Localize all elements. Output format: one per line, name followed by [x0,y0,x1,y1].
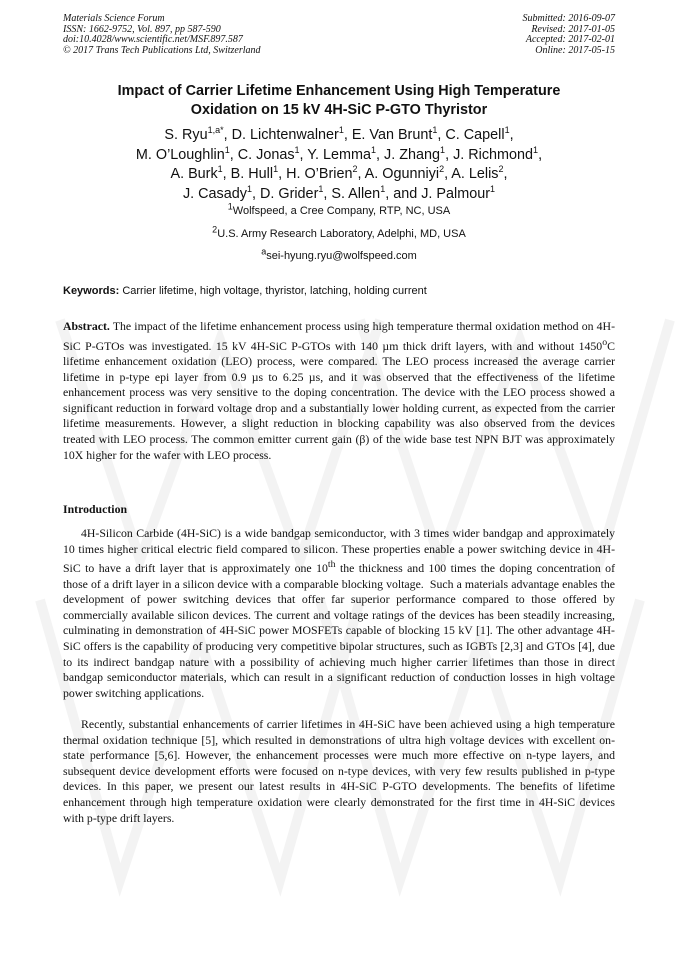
author-affiliation-marker: 1 [533,144,539,155]
section-heading-introduction: Introduction [63,502,128,516]
journal-name: Materials Science Forum [63,13,165,24]
author-affiliation-marker: 1 [224,144,230,155]
affiliation-1 [40,201,638,218]
author-name: C. Jonas [237,146,295,163]
author-name: S. Ryu [164,127,208,143]
author-affiliation-marker: 1 [338,125,344,136]
author-name: A. Ogunniyi [364,166,440,182]
revised-date: Revised: 2017-01-05 [531,23,615,35]
title-line-1: Impact of Carrier Lifetime Enhancement Using High Temperature [117,83,561,99]
author-name: D. Lichtenwalner [231,127,339,143]
author-name: A. Burk [170,166,218,182]
author-name: B. Hull [230,166,274,182]
author-affiliation-marker: 1 [371,144,377,155]
affiliation-2 [40,224,638,241]
author-name: A. Lelis [451,166,499,182]
abstract-label: Abstract. [63,319,110,333]
author-name: M. O’Loughlin [135,146,225,163]
author-line: J. Casady$^1$, D. Grider$^1$, S. Allen$^1$, and J. Palmour$^1$ [182,183,496,202]
keywords-text: Carrier lifetime, high voltage, thyristor, latching, holding current [122,285,427,297]
author-affiliation-marker: 1 [440,144,446,155]
keywords-label: Keywords: [63,285,120,297]
submitted-date: Submitted: 2016-09-07 [522,13,615,24]
email-text: sei-hyung.ryu@wolfspeed.com [266,250,417,262]
author-affiliation-marker: 1 [246,183,252,194]
author-affiliation-marker: 1 [380,183,386,194]
issn-line: ISSN: 1662-9752, Vol. 897, pp 587-590 [63,23,221,35]
intro-paragraph-1: 4H-Silicon Carbide (4H-SiC) is a wide bandgap semiconductor, with 3 times wider bandgap and approximately 10 times higher critical electric field compared to silicon. These properties enable a power switching device in 4H-SiC to have a drift layer that is approximately one 10th the thickness and 100 times the doping concentration of those of a drift layer in a silicon device with a comparable blocking voltage. Such a materials advantage enables the development of power switching devices that offer far superior performance compared to those offered by commercially available silicon devices. The current and voltage ratings of the devices has been steadily increasing, culminating in demonstration of 4H-SiC power MOSFETs capable of blocking 15 kV [1]. The other advantage 4H-SiC offers is the capability of producing very competitive bipolar structures, such as IGBTs [2,3] and GTOs [4], due to its indirect bandgap nature with a possibility of achieving much higher carrier lifetimes than those in direct bandgap semiconductor materials, which can result in a significant reduction of conduction losses in high voltage power switching applications. [63,526,615,700]
author-affiliation-marker: 1 [217,164,223,175]
abstract [63,319,615,463]
author-affiliation-marker: 1 [318,183,324,194]
author-affiliation-marker: 1 [273,164,279,175]
author-name: H. O’Brien [286,166,353,182]
publication-dates [523,14,616,56]
accepted-date: Accepted: 2017-02-01 [525,34,615,45]
keywords [63,285,623,298]
affiliation-1-marker: 1 [227,201,233,212]
author-affiliation-marker: 1 [294,144,300,155]
corresponding-email [40,246,638,263]
copyright-line: © 2017 Trans Tech Publications Ltd, Switzerland [63,44,261,56]
author-affiliation-marker: 1,a* [207,125,224,136]
author-name: J. Zhang [384,146,441,163]
paper-title [40,82,638,120]
author-name: Y. Lemma [307,146,372,163]
email-marker: a [261,246,267,257]
author-name: C. Capell [445,127,505,143]
affiliation-2-marker: 2 [212,224,218,235]
author-name: D. Grider [259,185,319,202]
journal-info [63,14,261,56]
author-line: A. Burk$^1$, B. Hull$^1$, H. O’Brien$^2$, A. Ogunniyi$^2$, A. Lelis$^2$, [170,164,508,182]
author-name: J. Richmond [453,146,534,163]
affiliation-2-text: U.S. Army Research Laboratory, Adelphi, MD, USA [217,228,466,240]
intro-paragraph-2: Recently, substantial enhancements of carrier lifetimes in 4H-SiC have been achieved using a high temperature thermal oxidation technique [5], which resulted in demonstrations of ultra high voltage devices with excellent on-state performance [5,6]. However, the enhancement processes were much more effective on n-type layers, and subsequent device development efforts were focused on n-type devices, with very few results published in p-type devices. In this paper, we present our latest results in 4H-SiC P-GTO developments. The benefits of lifetime enhancement through high temperature oxidation were clearly demonstrated for the first time in 4H-SiC devices with p-type drift layers. [63,717,615,825]
author-affiliation-marker: 1 [504,125,510,136]
author-name: J. Palmour [421,185,490,202]
affiliation-1-text: Wolfspeed, a Cree Company, RTP, NC, USA [232,205,451,217]
author-affiliation-marker: 2 [352,164,358,175]
abstract-text: The impact of the lifetime enhancement process using high temperature thermal oxidation method on 4H-SiC P-GTOs was investigated. 15 kV 4H-SiC P-GTOs with 140 µm thick drift layers, with and without 1450$^o$C lifetime enhancement oxidation (LEO) process, were compared. The LEO process increased the average carrier lifetime in p-type epi layer from 0.9 µs to 6.25 µs, and it was observed that the effectiveness of the lifetime enhancement process was very sensitive to the doping concentration. The device with the LEO process showed a significant reduction in forward voltage drop and a substantially lower holding current, as expected from the carrier lifetime measurements. However, a slight reduction in blocking capability was also observed from the devices treated with LEO process. The common emitter current gain (β) of the wide base test NPN BJT was approximately 10X higher for the wafer with LEO process. [63,319,615,462]
online-date: Online: 2017-05-15 [535,44,615,56]
author-affiliation-marker: 1 [490,183,496,194]
author-affiliation-marker: 2 [498,164,504,175]
author-list [30,126,648,204]
title-line-2: Oxidation on 15 kV 4H-SiC P-GTO Thyristor [190,102,488,118]
author-affiliation-marker: 1 [432,125,438,136]
author-line: M. O’Loughlin$^1$, C. Jonas$^1$, Y. Lemma$^1$, J. Zhang$^1$, J. Richmond$^1$, [135,144,543,163]
author-name: J. Casady [182,185,247,202]
author-affiliation-marker: 2 [439,164,445,175]
author-name: E. Van Brunt [351,127,433,143]
doi-line: doi:10.4028/www.scientific.net/MSF.897.587 [63,34,243,45]
author-line: S. Ryu$^{1,a*}$, D. Lichtenwalner$^1$, E. Van Brunt$^1$, C. Capell$^1$, [164,125,514,143]
author-name: S. Allen [331,185,381,202]
